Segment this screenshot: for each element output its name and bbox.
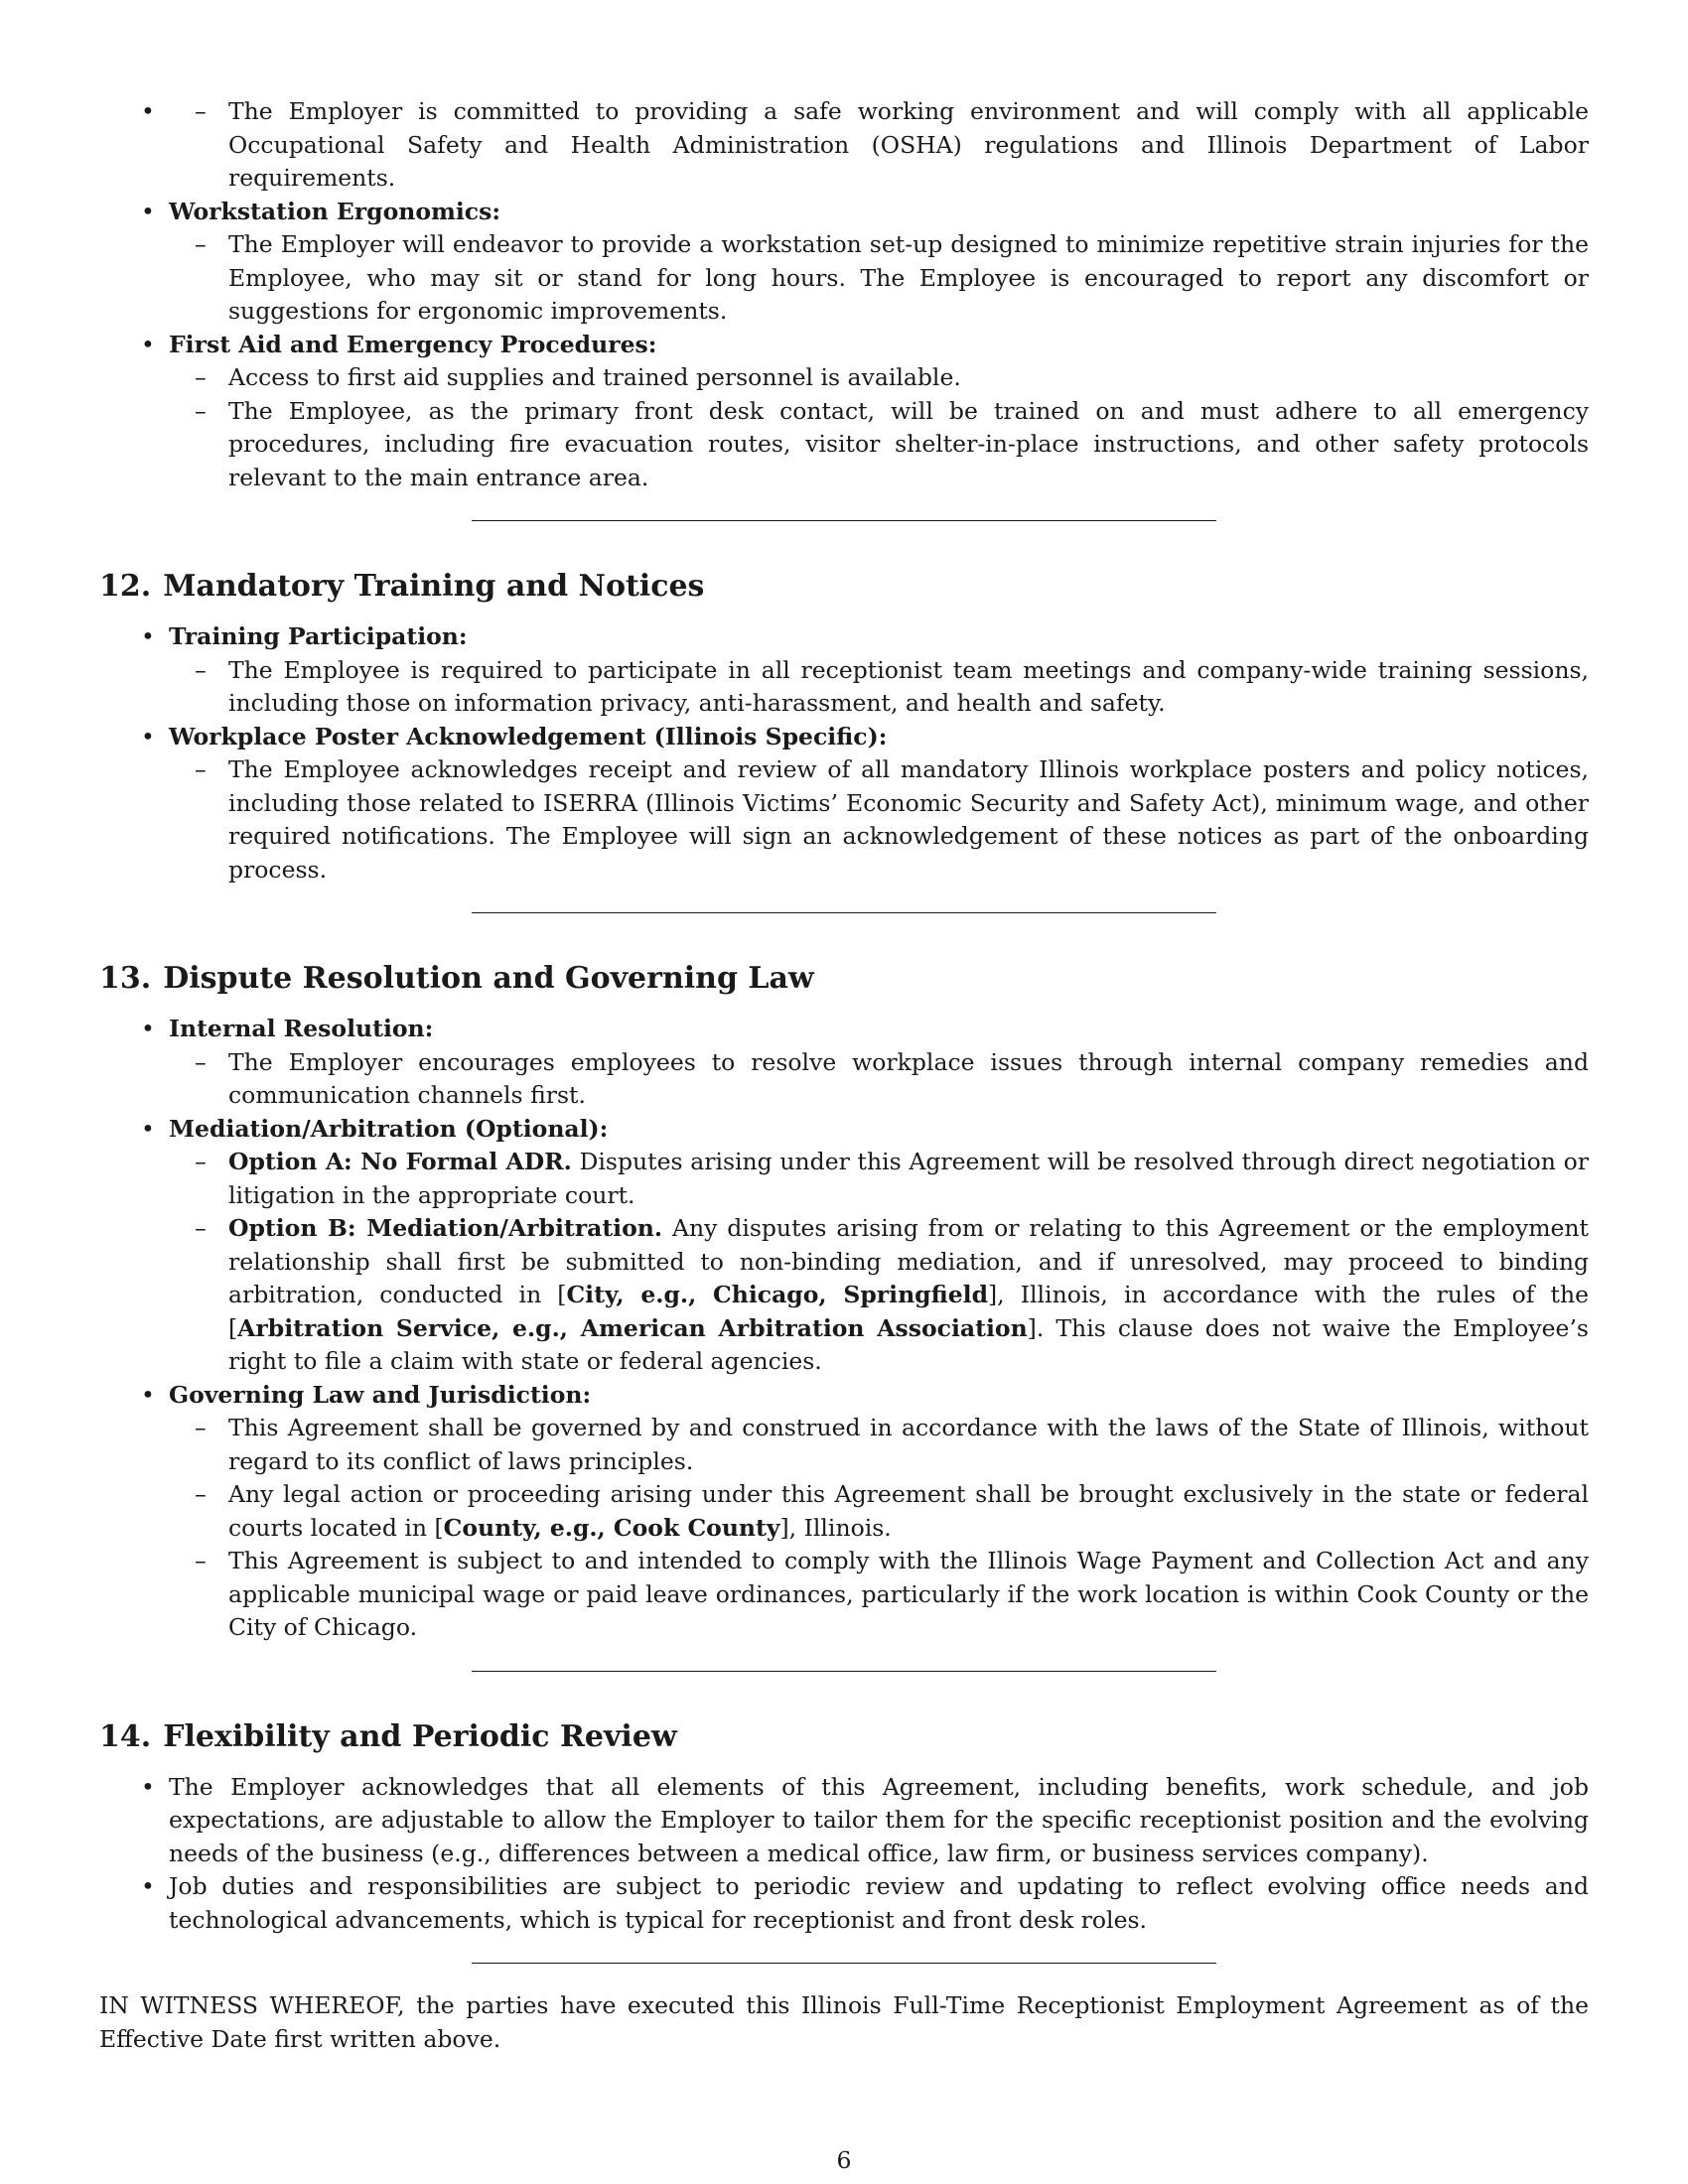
document-page — [99, 95, 1589, 2056]
option-b-text-1: Any disputes arising from or relating to this Agreement or the employment relationship shall first be submitted to non-binding mediation, and if unresolved, may proceed to binding arbitration, conducted in [ — [228, 1214, 1589, 1308]
law-text-1: – This Agreement shall be governed by and construed in accordance with the laws of the State of Illinois, without regard to its conflict of laws principles. — [228, 1412, 1589, 1478]
governing-law-item — [169, 1379, 1589, 1645]
internal-sublist — [169, 1046, 1589, 1113]
section-11-list — [99, 95, 1589, 196]
law-text-2b: ], Illinois. — [779, 1513, 892, 1542]
ergonomics-item — [169, 196, 1589, 329]
option-b-city: City, e.g., Chicago, Springfield — [566, 1281, 989, 1308]
option-a-label: Option A: No Formal ADR. — [228, 1148, 572, 1175]
poster-sublist — [169, 753, 1589, 887]
law-sublist — [169, 1412, 1589, 1645]
section-title: Dispute Resolution and Governing Law — [163, 961, 814, 996]
section-12-heading — [99, 567, 1589, 607]
training-item — [169, 620, 1589, 721]
option-a-text: Disputes arising under this Agreement will be resolved through direct negotiation or litigation in the appropriate court. — [228, 1148, 1589, 1209]
ergonomics-text: – The Employer will endeavor to provide a workstation set-up designed to minimize repetitive strain injuries for the Employee, who may sit or stand for long hours. The Employee is encouraged to report any discomfort or suggestions for ergonomic improvements. — [228, 228, 1589, 329]
safe-environment-item: – • The Employer is committed to providing a safe working environment and will comply with all applicable Occupational Safety and Health Administration (OSHA) regulations and Illinois Department of Labor requirements. — [228, 95, 1589, 196]
poster-heading: Workplace Poster Acknowledgement (Illinois Specific): — [169, 722, 888, 751]
first-aid-text-1: – Access to first aid supplies and trained personnel is available. — [228, 361, 1589, 395]
section-number: 14. — [99, 1718, 152, 1754]
adr-item — [169, 1113, 1589, 1379]
first-aid-heading: First Aid and Emergency Procedures: — [169, 330, 657, 358]
first-aid-sublist — [169, 361, 1589, 494]
page-number: 6 — [836, 2146, 852, 2174]
option-b-label: Option B: Mediation/Arbitration. — [228, 1214, 663, 1242]
law-text-3: – This Agreement is subject to and intended to comply with the Illinois Wage Payment and Collection Act and any applicable municipal wage or paid leave ordinances, particularly if the work location is within Cook County or the City of Chicago. — [228, 1545, 1589, 1645]
section-14-bullets — [99, 1771, 1589, 1938]
section-title: Mandatory Training and Notices — [163, 569, 705, 604]
poster-item — [169, 721, 1589, 887]
section-13-heading — [99, 959, 1589, 999]
flexibility-bullet-2: • Job duties and responsibilities are subject to periodic review and updating to reflect evolving office needs and technological advancements, which is typical for receptionist and front desk roles. — [169, 1870, 1589, 1937]
flexibility-bullet-1: • The Employer acknowledges that all elements of this Agreement, including benefits, work schedule, and job expectations, are adjustable to allow the Employer to tailor them for the specific receptionist position and the evolving needs of the business (e.g., differences between a medical office, law firm, or business services company). — [169, 1771, 1589, 1871]
section-divider — [472, 1963, 1216, 1964]
section-14-heading — [99, 1717, 1589, 1757]
witness-statement: IN WITNESS WHEREOF, the parties have executed this Illinois Full-Time Receptionist Employment Agreement as of the Effective Date first written above. — [99, 1991, 1589, 2053]
law-county: County, e.g., Cook County — [443, 1513, 780, 1542]
internal-resolution-item — [169, 1013, 1589, 1113]
option-b-service: Arbitration Service, e.g., American Arbitration Association — [237, 1313, 1028, 1342]
option-b — [228, 1212, 1589, 1379]
ergonomics-heading: Workstation Ergonomics: — [169, 197, 501, 225]
option-a — [228, 1146, 1589, 1212]
first-aid-text-2: – The Employee, as the primary front desk contact, will be trained on and must adhere to all emergency procedures, including fire evacuation routes, visitor shelter-in-place instructions, and other safety protocols relevant to the main entrance area. — [228, 395, 1589, 495]
training-heading: Training Participation: — [169, 622, 468, 650]
section-11-bullets — [99, 196, 1589, 495]
section-divider — [472, 520, 1216, 521]
training-text: – The Employee is required to participate in all receptionist team meetings and company-wide training sessions, including those on information privacy, anti-harassment, and health and safety. — [228, 654, 1589, 721]
section-number: 12. — [99, 569, 152, 604]
section-13-bullets — [99, 1013, 1589, 1645]
list-item — [169, 95, 1589, 196]
law-text-2a: Any legal action or proceeding arising under this Agreement shall be brought exclusively in the state or federal courts located in [ — [228, 1480, 1589, 1542]
option-b-text-2: ], Illinois, in accordance with the rules of the [ — [228, 1281, 1589, 1342]
section-divider — [472, 912, 1216, 913]
internal-text: – The Employer encourages employees to resolve workplace issues through internal company remedies and communication channels first. — [228, 1046, 1589, 1113]
section-divider — [472, 1671, 1216, 1672]
law-text-2 — [228, 1478, 1589, 1545]
section-title: Flexibility and Periodic Review — [163, 1718, 677, 1754]
section-12-bullets — [99, 620, 1589, 887]
adr-sublist — [169, 1146, 1589, 1379]
training-sublist — [169, 654, 1589, 721]
sublist — [99, 95, 1589, 196]
adr-heading: Mediation/Arbitration (Optional): — [169, 1114, 609, 1143]
ergonomics-sublist — [169, 228, 1589, 329]
internal-heading: Internal Resolution: — [169, 1015, 434, 1042]
law-heading: Governing Law and Jurisdiction: — [169, 1380, 592, 1409]
section-number: 13. — [99, 961, 152, 996]
poster-text: – The Employee acknowledges receipt and review of all mandatory Illinois workplace posters and policy notices, including those related to ISERRA (Illinois Victims’ Economic Security and Safety Act), minimum wage, and other required notifications. The Employee will sign an acknowledgement of these notices as part of the onboarding process. — [228, 753, 1589, 887]
option-b-text-3: ]. This clause does not waive the Employee’s right to file a claim with state or federal agencies. — [228, 1313, 1589, 1375]
first-aid-item — [169, 329, 1589, 495]
